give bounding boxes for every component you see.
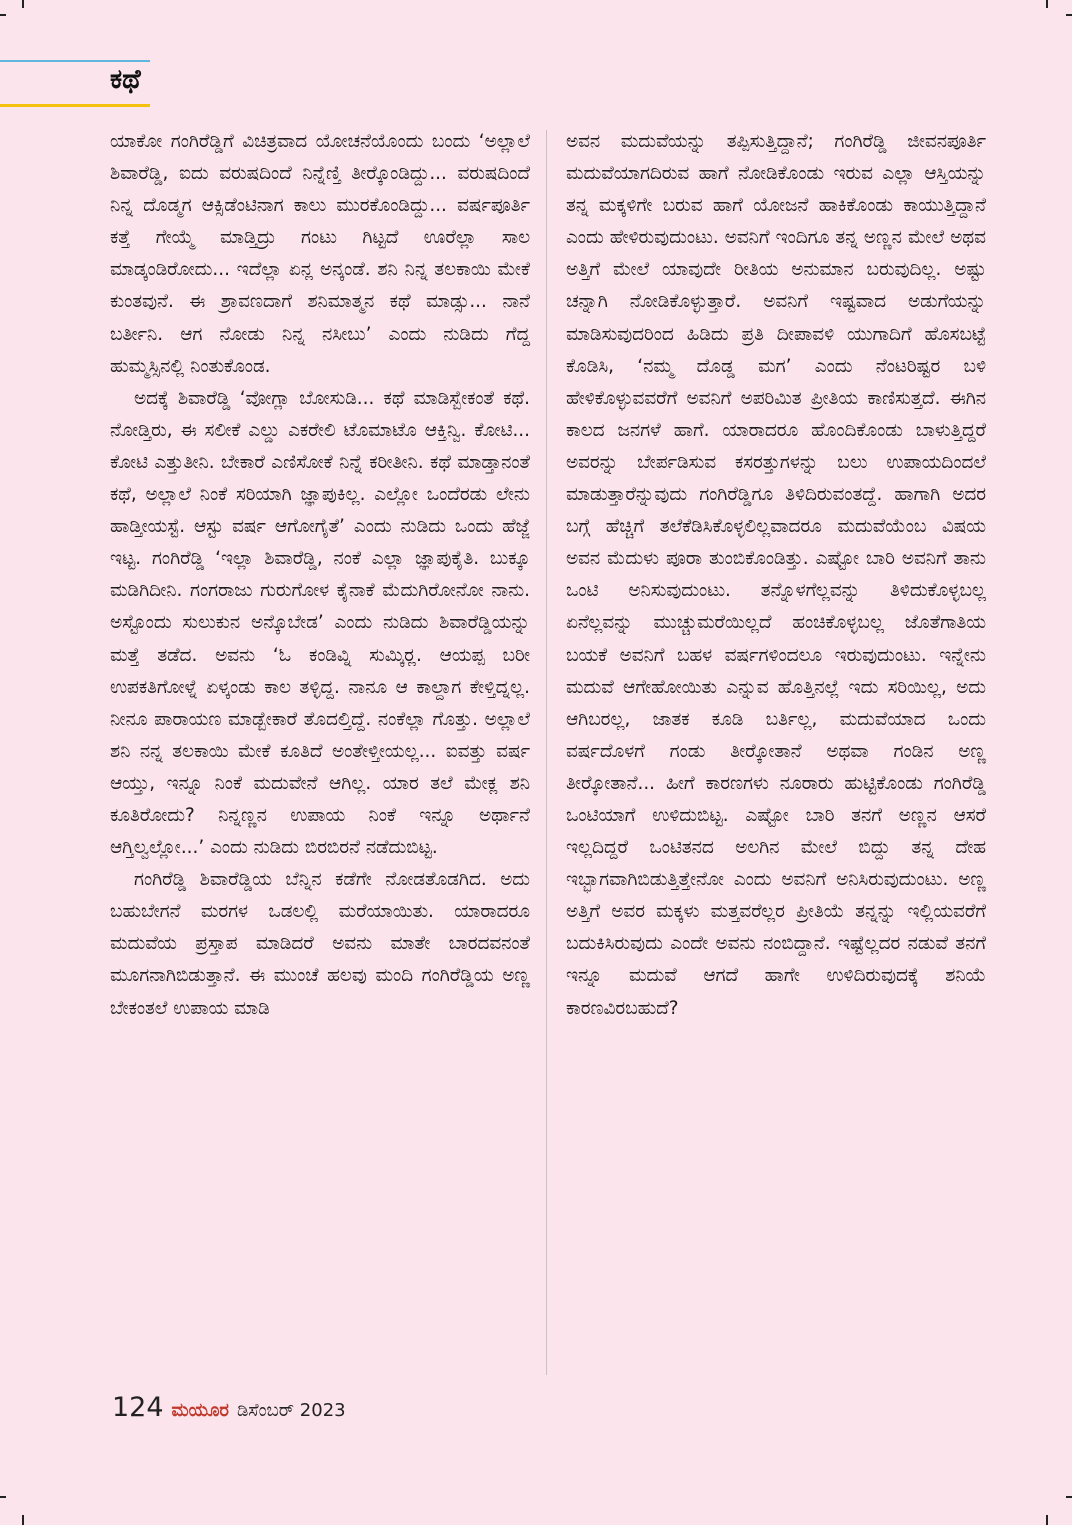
crop-mark: [1066, 14, 1072, 16]
crop-mark: [22, 1515, 24, 1525]
issue-date: ಡಿಸೆಂಬರ್ 2023: [236, 1400, 346, 1421]
crop-mark: [0, 1496, 6, 1498]
crop-mark: [1046, 1515, 1048, 1525]
section-label: ಕಥೆ: [110, 64, 141, 95]
column-divider: [546, 130, 547, 1375]
text-column-left: [110, 126, 530, 1025]
page-footer: [112, 1392, 346, 1423]
magazine-logo: ಮಯೂರ: [171, 1400, 229, 1421]
paragraph: ಅದಕ್ಕೆ ಶಿವಾರೆಡ್ಡಿ ‘ವೋಗ್ಲಾ ಬೋಸುಡಿ... ಕಥೆ ಮಾಡಿಸ್ಬೇಕಂತೆ ಕಥೆ. ನೋಡ್ತಿರು, ಈ ಸಲೀಕೆ ಎಲ್ಡು ಎಕರೇಲಿ ಟೊಮಾಟೊ ಆಕ್ತಿನ್ವಿ. ಕೋಟಿ... ಕೋಟಿ ಎತ್ತುತೀನಿ. ಬೇಕಾರೆ ಎಣಿಸೋಕೆ ನಿನ್ನೆ ಕರೀತೀನಿ. ಕಥೆ ಮಾಡ್ತಾನಂತೆ ಕಥೆ, ಅಲ್ಲಾಲೆ ನಿಂಕೆ ಸರಿಯಾಗಿ ಜ್ಞಾಪುಕಿಲ್ಲ. ಎಲ್ಲೋ ಒಂದೆರಡು ಲೇನು ಹಾಡ್ತೀಯಸ್ಟೆ. ಆಸ್ಟು ವರ್ಷ ಆಗೋಗೈತೆ’ ಎಂದು ನುಡಿದು ಒಂದು ಹೆಜ್ಜೆ ಇಟ್ಟ. ಗಂಗಿರೆಡ್ಡಿ ‘ಇಲ್ಲಾ ಶಿವಾರೆಡ್ಡಿ, ನಂಕೆ ಎಲ್ಲಾ ಜ್ಞಾಪುಕೈತಿ. ಬುಕ್ಕೂ ಮಡಿಗಿದೀನಿ. ಗಂಗರಾಜು ಗುರುಗೋಳ ಕೈನಾಕೆ ಮೆದುಗಿರೋನೋ ನಾನು. ಅಸ್ಟೊಂದು ಸುಲುಕುನ ಅನ್ಕೊಬೇಡ’ ಎಂದು ನುಡಿದು ಶಿವಾರೆಡ್ಡಿಯನ್ನು ಮತ್ತೆ ತಡೆದ. ಅವನು ‘ಓ ಕಂಡಿವ್ನಿ ಸುಮ್ಕಿರ್‍ಲ. ಆಯಪ್ಪ ಬರೀ ಉಪಕತಿಗೋಳ್ನೆ ಏಳ್ಕಂಡು ಕಾಲ ತಳ್ಳಿದ್ದ. ನಾನೂ ಆ ಕಾಲ್ದಾಗ ಕೇಳ್ತಿದ್ನಲ್ಲ. ನೀನೂ ಪಾರಾಯಣ ಮಾಡ್ಬೇಕಾರೆ ತೊದಲ್ತಿದ್ದೆ. ನಂಕೆಲ್ಲಾ ಗೊತ್ತು. ಅಲ್ಲಾಲೆ ಶನಿ ನನ್ನ ತಲಕಾಯಿ ಮೇಕೆ ಕೂತಿದೆ ಅಂತೇಳ್ತೀಯಲ್ಲ... ಐವತ್ತು ವರ್ಷ ಆಯ್ತು, ಇನ್ನೂ ನಿಂಕೆ ಮದುವೇನೆ ಆಗಿಲ್ಲ. ಯಾರ ತಲೆ ಮೇಕ್ಲ ಶನಿ ಕೂತಿರೋದು? ನಿನ್ನಣ್ಣನ ಉಪಾಯ ನಿಂಕೆ ಇನ್ನೂ ಅರ್ಥಾನೆ ಆಗ್ತಿಲ್ವಲ್ಲೋ...’ ಎಂದು ನುಡಿದು ಬಿರಬಿರನೆ ನಡೆದುಬಿಟ್ಟ.: [110, 387, 530, 859]
crop-mark: [22, 0, 24, 8]
page-number: 124: [112, 1392, 164, 1423]
paragraph: ಅವನ ಮದುವೆಯನ್ನು ತಪ್ಪಿಸುತ್ತಿದ್ದಾನೆ; ಗಂಗಿರೆಡ್ಡಿ ಜೀವನಪೂರ್ತಿ ಮದುವೆಯಾಗದಿರುವ ಹಾಗೆ ನೋಡಿಕೊಂಡು ಇರುವ ಎಲ್ಲಾ ಆಸ್ತಿಯನ್ನು ತನ್ನ ಮಕ್ಕಳಿಗೇ ಬರುವ ಹಾಗೆ ಯೋಜನೆ ಹಾಕಿಕೊಂಡು ಕಾಯುತ್ತಿದ್ದಾನೆ ಎಂದು ಹೇಳಿರುವುದುಂಟು. ಅವನಿಗೆ ಇಂದಿಗೂ ತನ್ನ ಅಣ್ಣನ ಮೇಲೆ ಅಥವ ಅತ್ತಿಗೆ ಮೇಲೆ ಯಾವುದೇ ರೀತಿಯ ಅನುಮಾನ ಬರುವುದಿಲ್ಲ. ಅಷ್ಟು ಚನ್ನಾಗಿ ನೋಡಿಕೊಳ್ಳುತ್ತಾರೆ. ಅವನಿಗೆ ಇಷ್ಟವಾದ ಅಡುಗೆಯನ್ನು ಮಾಡಿಸುವುದರಿಂದ ಹಿಡಿದು ಪ್ರತಿ ದೀಪಾವಳಿ ಯುಗಾದಿಗೆ ಹೊಸಬಟ್ಟೆ ಕೊಡಿಸಿ, ‘ನಮ್ಮ ದೊಡ್ಡ ಮಗ’ ಎಂದು ನೆಂಟರಿಷ್ಟರ ಬಳಿ ಹೇಳಿಕೊಳ್ಳುವವರೆಗೆ ಅವನಿಗೆ ಅಪರಿಮಿತ ಪ್ರೀತಿಯ ಕಾಣಿಸುತ್ತದೆ. ಈಗಿನ ಕಾಲದ ಜನಗಳೆ ಹಾಗೆ. ಯಾರಾದರೂ ಹೊಂದಿಕೊಂಡು ಬಾಳುತ್ತಿದ್ದರೆ ಅವರನ್ನು ಬೇರ್ಪಡಿಸುವ ಕಸರತ್ತುಗಳನ್ನು ಬಲು ಉಪಾಯದಿಂದಲೆ ಮಾಡುತ್ತಾರೆನ್ನುವುದು ಗಂಗಿರೆಡ್ಡಿಗೂ ತಿಳಿದಿರುವಂತದ್ದೆ. ಹಾಗಾಗಿ ಅದರ ಬಗ್ಗೆ ಹೆಚ್ಚಿಗೆ ತಲೆಕೆಡಿಸಿಕೊಳ್ಳಲಿಲ್ಲವಾದರೂ ಮದುವೆಯೆಂಬ ವಿಷಯ ಅವನ ಮೆದುಳು ಪೂರಾ ತುಂಬಿಕೊಂಡಿತ್ತು. ಎಷ್ಟೋ ಬಾರಿ ಅವನಿಗೆ ತಾನು ಒಂಟಿ ಅನಿಸುವುದುಂಟು. ತನ್ನೊಳಗೆಲ್ಲವನ್ನು ತಿಳಿದುಕೊಳ್ಳಬಲ್ಲ ಏನೆಲ್ಲವನ್ನು ಮುಚ್ಚುಮರೆಯಿಲ್ಲದೆ ಹಂಚಿಕೊಳ್ಳಬಲ್ಲ ಜೊತೆಗಾತಿಯ ಬಯಕೆ ಅವನಿಗೆ ಬಹಳ ವರ್ಷಗಳಿಂದಲೂ ಇರುವುದುಂಟು. ಇನ್ನೇನು ಮದುವೆ ಆಗೇಹೋಯಿತು ಎನ್ನುವ ಹೊತ್ತಿನಲ್ಲೆ ಇದು ಸರಿಯಿಲ್ಲ, ಅದು ಆಗಿಬರಲ್ಲ, ಜಾತಕ ಕೂಡಿ ಬರ್ತಿಲ್ಲ, ಮದುವೆಯಾದ ಒಂದು ವರ್ಷದೊಳಗೆ ಗಂಡು ತೀರ್‍ಕೋತಾನೆ ಅಥವಾ ಗಂಡಿನ ಅಣ್ಣ ತೀರ್‍ಕೋತಾನೆ... ಹೀಗೆ ಕಾರಣಗಳು ನೂರಾರು ಹುಟ್ಟಿಕೊಂಡು ಗಂಗಿರೆಡ್ಡಿ ಒಂಟಿಯಾಗೆ ಉಳಿದುಬಿಟ್ಟ. ಎಷ್ಟೋ ಬಾರಿ ತನಗೆ ಅಣ್ಣನ ಆಸರೆ ಇಲ್ಲದಿದ್ದರೆ ಒಂಟಿತನದ ಅಲಗಿನ ಮೇಲೆ ಬಿದ್ದು ತನ್ನ ದೇಹ ಇಬ್ಭಾಗವಾಗಿಬಿಡುತ್ತಿತ್ತೇನೋ ಎಂದು ಅವನಿಗೆ ಅನಿಸಿರುವುದುಂಟು. ಅಣ್ಣ ಅತ್ತಿಗೆ ಅವರ ಮಕ್ಕಳು ಮತ್ತವರೆಲ್ಲರ ಪ್ರೀತಿಯೆ ತನ್ನನ್ನು ಇಲ್ಲಿಯವರೆಗೆ ಬದುಕಿಸಿರುವುದು ಎಂದೇ ಅವನು ನಂಬಿದ್ದಾನೆ. ಇಷ್ಟೆಲ್ಲದರ ನಡುವೆ ತನಗೆ ಇನ್ನೂ ಮದುವೆ ಆಗದೆ ಹಾಗೇ ಉಳಿದಿರುವುದಕ್ಕೆ ಶನಿಯೆ ಕಾರಣವಿರಬಹುದೆ?: [566, 131, 986, 1019]
text-column-right: [566, 126, 986, 1025]
crop-mark: [0, 14, 6, 16]
crop-mark: [1066, 1496, 1072, 1498]
crop-mark: [1046, 0, 1048, 8]
paragraph: ಗಂಗಿರೆಡ್ಡಿ ಶಿವಾರೆಡ್ಡಿಯ ಬೆನ್ನಿನ ಕಡೆಗೇ ನೋಡತೊಡಗಿದ. ಅದು ಬಹುಬೇಗನೆ ಮರಗಳ ಒಡಲಲ್ಲಿ ಮರೆಯಾಯಿತು. ಯಾರಾದರೂ ಮದುವೆಯ ಪ್ರಸ್ತಾಪ ಮಾಡಿದರೆ ಅವನು ಮಾತೇ ಬಾರದವನಂತೆ ಮೂಗನಾಗಿಬಿಡುತ್ತಾನೆ. ಈ ಮುಂಚೆ ಹಲವು ಮಂದಿ ಗಂಗಿರೆಡ್ಡಿಯ ಅಣ್ಣ ಬೇಕಂತಲೆ ಉಪಾಯ ಮಾಡಿ: [110, 869, 530, 1019]
header-rule-bottom: [0, 104, 150, 107]
paragraph: ಯಾಕೋ ಗಂಗಿರೆಡ್ಡಿಗೆ ವಿಚಿತ್ರವಾದ ಯೋಚನೆಯೊಂದು ಬಂದು ‘ಅಲ್ಲಾಲೆ ಶಿವಾರೆಡ್ಡಿ, ಐದು ವರುಷದಿಂದೆ ನಿನ್ನೆಣ್ತಿ ತೀರ್‍ಕೊಂಡಿದ್ದು... ವರುಷದಿಂದೆ ನಿನ್ನ ದೊಡ್ಮಗ ಆಕ್ಸಿಡೆಂಟಿನಾಗ ಕಾಲು ಮುರಕೊಂಡಿದ್ದು... ವರ್ಷಪೂರ್ತಿ ಕತ್ತೆ ಗೇಯ್ಮೆ ಮಾಡ್ತಿದ್ರು ಗಂಟು ಗಿಟ್ಟದೆ ಊರೆಲ್ಲಾ ಸಾಲ ಮಾಡ್ಕಂಡಿರೋದು... ಇದೆಲ್ಲಾ ಏನ್ಲ ಅನ್ಕಂಡೆ. ಶನಿ ನಿನ್ನ ತಲಕಾಯಿ ಮೇಕೆ ಕುಂತವುನೆ. ಈ ಶ್ರಾವಣದಾಗೆ ಶನಿಮಾತ್ಮನ ಕಥೆ ಮಾಡ್ಸು... ನಾನೆ ಬರ್ತೀನಿ. ಆಗ ನೋಡು ನಿನ್ನ ನಸೀಬು’ ಎಂದು ನುಡಿದು ಗೆದ್ದ ಹುಮ್ಮಸ್ಸಿನಲ್ಲಿ ನಿಂತುಕೊಂಡ.: [110, 131, 530, 377]
header-rule-top: [0, 60, 150, 62]
